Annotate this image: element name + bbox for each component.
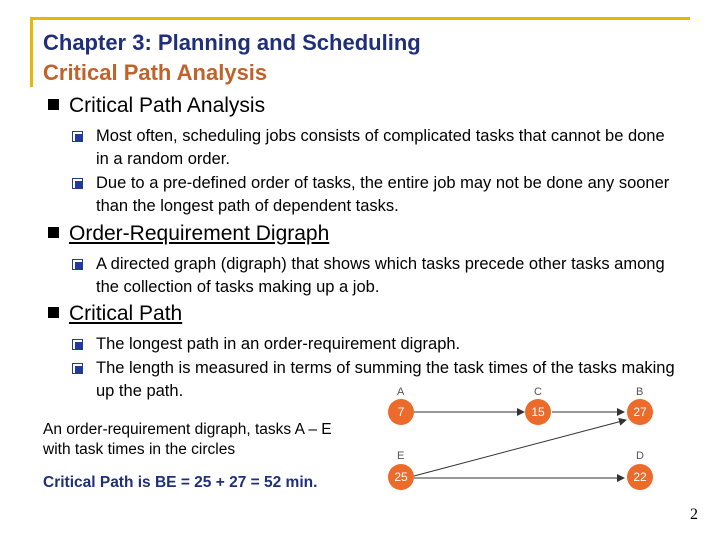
node-b: 27: [627, 399, 653, 425]
critical-path-result: Critical Path is BE = 25 + 27 = 52 min.: [43, 474, 318, 491]
bullet-item: [72, 172, 672, 218]
square-bullet-icon: [48, 307, 59, 318]
section-heading-critical-path-analysis: [48, 94, 265, 118]
bullet-item: [72, 333, 682, 356]
bullet-item: [72, 125, 672, 171]
bullet-text: Due to a pre-defined order of tasks, the entire job may not be done any sooner than the longest path of dependent tasks.: [96, 174, 670, 215]
node-label-b: B: [636, 386, 644, 398]
digraph-caption: An order-requirement digraph, tasks A – E with task times in the circles: [43, 421, 332, 458]
heading-text: Critical Path Analysis: [69, 94, 266, 117]
node-e: 25: [388, 464, 414, 490]
title-frame-top: [30, 17, 690, 20]
edge-e-b: [414, 420, 626, 476]
page-number: 2: [690, 506, 698, 523]
node-label-e: E: [397, 450, 405, 462]
checkbox-bullet-icon: [72, 259, 83, 270]
node-label-a: A: [397, 386, 405, 398]
checkbox-bullet-icon: [72, 339, 83, 350]
page-subtitle: Critical Path Analysis: [43, 60, 268, 85]
node-c: 15: [525, 399, 551, 425]
node-d: 22: [627, 464, 653, 490]
bullet-text: A directed graph (digraph) that shows which tasks precede other tasks among the collection of tasks making up a job.: [96, 255, 665, 296]
heading-text: Order-Requirement Digraph: [69, 222, 330, 245]
page-title: Chapter 3: Planning and Scheduling: [43, 30, 421, 55]
square-bullet-icon: [48, 227, 59, 238]
node-a: 7: [388, 399, 414, 425]
checkbox-bullet-icon: [72, 178, 83, 189]
section-heading-critical-path: [48, 302, 182, 326]
node-label-d: D: [636, 450, 644, 462]
node-label-c: C: [534, 386, 542, 398]
bullet-item: [72, 253, 682, 299]
title-frame-left: [30, 17, 33, 87]
bullet-text: Most often, scheduling jobs consists of complicated tasks that cannot be done in a random order.: [96, 127, 665, 168]
square-bullet-icon: [48, 99, 59, 110]
checkbox-bullet-icon: [72, 131, 83, 142]
heading-text: Critical Path: [69, 302, 183, 325]
bullet-text: The longest path in an order-requirement digraph.: [96, 335, 461, 353]
checkbox-bullet-icon: [72, 363, 83, 374]
section-heading-order-requirement-digraph: [48, 222, 329, 246]
bullet-text: The length is measured in terms of summing the task times of the tasks making up the path.: [96, 359, 675, 400]
